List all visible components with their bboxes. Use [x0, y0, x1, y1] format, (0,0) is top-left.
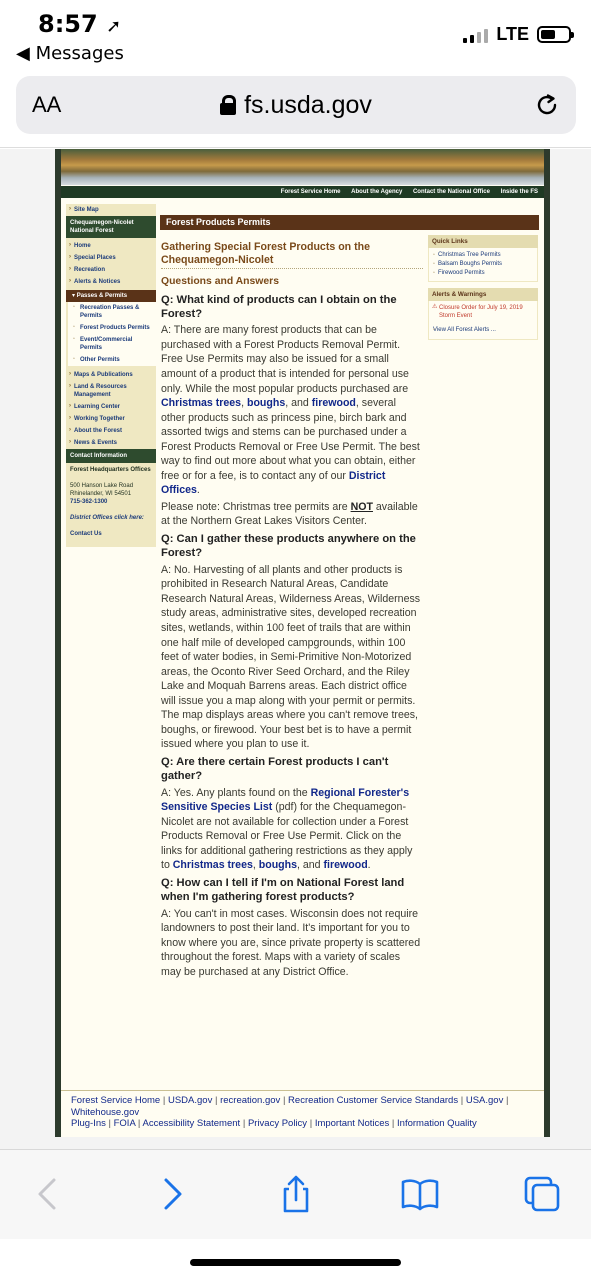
nav-passes-permits[interactable]: ▾ Passes & Permits — [66, 290, 156, 302]
district-offices-link[interactable]: District Offices click here: — [70, 515, 144, 521]
footer-usda[interactable]: USDA.gov — [167, 1095, 213, 1106]
status-time: 8:57 ➚ — [38, 10, 122, 38]
alert-closure-order[interactable]: ⚠ Closure Order for July 19, 2019 Storm Event — [433, 304, 533, 320]
footer-whitehouse[interactable]: Whitehouse.gov — [71, 1106, 140, 1118]
footer-fs-home[interactable]: Forest Service Home — [71, 1095, 161, 1106]
book-icon[interactable] — [400, 1174, 440, 1214]
forest-banner-image — [61, 149, 544, 185]
nav-learning[interactable]: › Learning Center — [66, 401, 156, 413]
top-navigation — [61, 186, 544, 198]
signal-icon — [463, 27, 488, 43]
footer-notices[interactable]: Important Notices — [314, 1118, 390, 1129]
lock-icon — [220, 95, 236, 115]
nav-maps[interactable]: › Maps & Publications — [66, 369, 156, 381]
address-bar[interactable] — [16, 76, 576, 134]
qa-heading: Questions and Answers — [161, 276, 279, 287]
home-indicator — [190, 1259, 401, 1266]
footer-usa-gov[interactable]: USA.gov — [465, 1095, 504, 1106]
contact-us-link[interactable]: Contact Us — [70, 531, 102, 537]
nav-home[interactable]: › Home — [66, 240, 156, 252]
link-christmas-trees[interactable]: Christmas trees — [161, 397, 242, 410]
forward-icon[interactable] — [152, 1174, 192, 1214]
footer-info-quality[interactable]: Information Quality — [397, 1118, 477, 1129]
nav-recreation[interactable]: › Recreation — [66, 264, 156, 276]
quick-links-box — [428, 235, 538, 282]
page-title: Gathering Special Forest Products on the Chequamegon-Nicolet — [161, 241, 423, 269]
nav-sub-event-commercial[interactable]: ▫ Event/Commercial Permits — [68, 334, 156, 354]
nav-alerts[interactable]: › Alerts & Notices — [66, 276, 156, 288]
nav-sub-recreation-passes[interactable]: ▫ Recreation Passes & Permits — [68, 302, 156, 322]
contact-info-header: Contact Information — [66, 449, 156, 463]
topnav-fs-home[interactable]: Forest Service Home — [280, 189, 341, 195]
back-icon[interactable] — [28, 1174, 68, 1214]
frame-edge-left — [55, 149, 61, 1137]
topnav-contact[interactable]: Contact the National Office — [412, 189, 490, 195]
answer-2: A: No. Harvesting of all plants and other products is prohibited in Research Natural Areas, Candidate Research Natural Areas, Wilderness Areas, Wilderness study areas, administrative sites, developed recreation sites, wetlands, within 100 feet of trails that are within one half mile of developed campgrounds, within 100 feet of water bodies, in Semi-Primitive Non-Motorized areas, the Oconto River Seed Orchard, and the Riley Lake and Moquah Barrens areas. Each district office will issue you a map along with your permit or permits. The map displays areas where you can't remove trees, boughs, or firewood. Your best bet is to have a permit issued where you plan to use it. — [161, 563, 421, 751]
link-boughs[interactable]: boughs — [246, 397, 286, 410]
section-header: Forest Products Permits — [160, 215, 539, 230]
browser-toolbar — [0, 1149, 591, 1239]
answer-1: A: There are many forest products that can be purchased with a Forest Products Removal Permit. Free Use Permits may also be issued for a small amount of a product that is intended for personal use only. While the most popular products purchased are Christmas trees, boughs, and firewood, several other products such as princess pine, birch bark and assorted twigs and stems can be purchased under a Forest Products Removal or Free Use Permit. The best way to find out more about what you can obtain, either free or for a fee, is to contact any of our District Offices. — [161, 324, 420, 497]
hq-address-2: Rhinelander, WI 54501 — [70, 491, 132, 497]
nav-about-forest[interactable]: › About the Forest — [66, 425, 156, 437]
topnav-about[interactable]: About the Agency — [351, 189, 403, 195]
quick-link-balsam-boughs[interactable]: ▫ Balsam Boughs Permits — [433, 260, 533, 269]
frame-edge-right — [544, 149, 550, 1137]
web-page — [0, 149, 591, 1149]
left-navigation — [66, 204, 156, 547]
nav-sub-forest-products[interactable]: ▫ Forest Products Permits — [68, 322, 156, 334]
link-christmas-trees-2[interactable]: Christmas trees — [172, 859, 253, 872]
main-content — [161, 241, 423, 980]
url-field[interactable]: fs.usda.gov — [16, 91, 576, 120]
hq-phone[interactable]: 715-362-1300 — [70, 499, 108, 505]
status-indicators — [463, 24, 571, 45]
hq-title: Forest Headquarters Offices — [70, 467, 151, 473]
status-bar — [0, 0, 591, 70]
christmas-tree-note: Please note: Christmas tree permits are NOT available at the Northern Great Lakes Visitors Center. — [161, 500, 418, 528]
footer-links-1: Forest Service Home | USDA.gov | recreation.gov | Recreation Customer Service Standards | USA.gov | Whitehouse.gov — [71, 1095, 509, 1118]
site-map-link[interactable]: › Site Map — [66, 204, 156, 216]
back-to-messages[interactable]: ◀ Messages — [16, 43, 124, 64]
tabs-icon[interactable] — [522, 1174, 562, 1214]
link-boughs-2[interactable]: boughs — [258, 859, 298, 872]
question-2: Q: Can I gather these products anywhere on the Forest? — [161, 533, 416, 560]
footer-recreation-gov[interactable]: recreation.gov — [220, 1095, 281, 1106]
nav-land-resources[interactable]: › Land & Resources Management — [66, 381, 156, 401]
browser-header — [0, 72, 591, 148]
hq-address-1: 500 Hanson Lake Road — [70, 483, 134, 489]
network-label: LTE — [496, 24, 529, 44]
quick-links-header: Quick Links — [428, 235, 538, 248]
footer-foia[interactable]: FOIA — [113, 1118, 136, 1129]
contact-block — [66, 463, 156, 541]
question-3: Q: Are there certain Forest products I can't gather? — [161, 755, 389, 783]
nav-working-together[interactable]: › Working Together — [66, 413, 156, 425]
footer-accessibility[interactable]: Accessibility Statement — [142, 1118, 241, 1129]
answer-3: A: Yes. Any plants found on the Regional Forester's Sensitive Species List (pdf) for the Chequamegon-Nicolet are not available for collection under a Forest Products Removal or Free Use Permit. Click on the links for additional gathering restrictions as they apply to Christmas trees, boughs, and firewood. — [161, 786, 413, 872]
view-all-alerts-link[interactable]: ▫ View All Forest Alerts ... — [433, 326, 533, 335]
topnav-inside[interactable]: Inside the FS — [500, 189, 538, 195]
link-firewood[interactable]: firewood — [311, 397, 356, 410]
quick-link-firewood[interactable]: ▫ Firewood Permits — [433, 269, 533, 278]
share-icon[interactable] — [276, 1174, 316, 1214]
reader-aa-button[interactable]: AA — [32, 92, 62, 117]
footer-links-2: Plug-Ins | FOIA | Accessibility Statement | Privacy Policy | Important Notices | Information Quality — [71, 1118, 477, 1129]
alerts-header: Alerts & Warnings — [428, 288, 538, 301]
answer-4: A: You can't in most cases. Wisconsin does not require landowners to post their land. It's important for you to know where you are, since private property is scattered throughout the forest. Maps with a variety of scales may be purchased at any District Office. — [161, 907, 421, 979]
forest-name-header: Chequamegon-Nicolet National Forest — [66, 216, 156, 238]
battery-icon — [537, 26, 571, 43]
quick-link-christmas-tree[interactable]: ▫ Christmas Tree Permits — [433, 251, 533, 260]
link-district-offices[interactable]: District Offices — [161, 469, 386, 497]
nav-special-places[interactable]: › Special Places — [66, 252, 156, 264]
alerts-box — [428, 288, 538, 340]
site-footer — [61, 1090, 544, 1132]
footer-customer-standards[interactable]: Recreation Customer Service Standards — [288, 1095, 459, 1106]
question-4: Q: How can I tell if I'm on National Forest land when I'm gathering forest products? — [161, 877, 405, 904]
nav-sub-other-permits[interactable]: ▫ Other Permits — [68, 354, 156, 366]
link-firewood-2[interactable]: firewood — [323, 859, 368, 872]
reload-icon[interactable] — [534, 92, 560, 118]
question-1: Q: What kind of products can I obtain on the Forest? — [161, 293, 397, 320]
footer-plugins[interactable]: Plug-Ins — [71, 1118, 106, 1129]
footer-privacy[interactable]: Privacy Policy — [247, 1118, 308, 1129]
nav-news-events[interactable]: › News & Events — [66, 437, 156, 449]
link-sensitive-species[interactable]: Regional Forester's Sensitive Species List — [161, 786, 410, 814]
